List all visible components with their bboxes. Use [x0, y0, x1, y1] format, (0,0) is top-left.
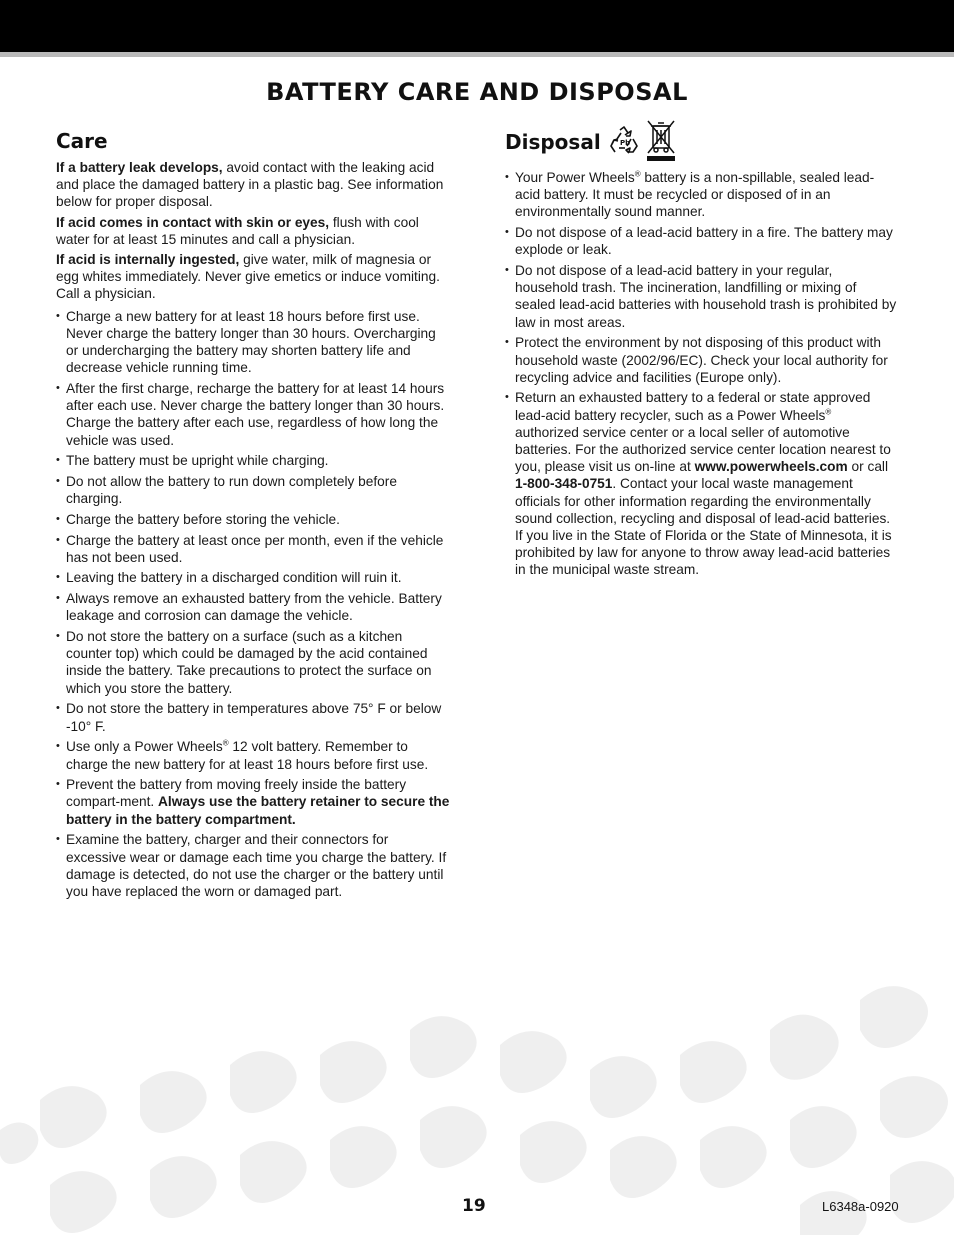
- disposal-section: [505, 120, 897, 582]
- care-paragraph-ingested: [56, 251, 450, 303]
- recycle-pb-icon: [609, 125, 639, 159]
- list-item-text: 12 volt battery. Remember to charge the new battery for at least 18 hours before first use.: [66, 739, 429, 772]
- list-item-text: or call: [847, 459, 889, 475]
- list-item: • Do not allow the battery to run down completely before charging.: [56, 473, 450, 507]
- header-bar: [0, 0, 954, 52]
- page-title: BATTERY CARE AND DISPOSAL: [266, 78, 688, 106]
- page-number: 19: [462, 1196, 486, 1216]
- list-item: • Do not store the battery on a surface (such as a kitchen counter top) which could be damaged by the acid contained inside the battery. Take precautions to protect the surface on which you store the battery.: [56, 628, 450, 697]
- crossed-bin-icon: [645, 118, 677, 166]
- list-item: • Charge a new battery for at least 18 hours before first use. Never charge the battery longer than 30 hours. Overcharging or undercharging the battery may shorten battery life and decrease vehicle running time.: [56, 308, 450, 377]
- list-item: • Always remove an exhausted battery from the vehicle. Battery leakage and corrosion can damage the vehicle.: [56, 590, 450, 624]
- svg-text:Pb: Pb: [619, 138, 630, 147]
- care-bullet-list: [56, 308, 450, 901]
- registered-mark: ®: [222, 738, 229, 748]
- list-item-text: . Contact your local waste management officials for other information regarding the environmentally sound collection, recycling and disposal of lead-acid batteries. If you live in the State of Florida or the State of Minnesota, it is prohibited by law for anyone to throw away lead-acid batteries in the municipal waste stream.: [515, 476, 892, 578]
- list-item: • Charge the battery before storing the vehicle.: [56, 511, 450, 528]
- list-item: • Do not dispose of a lead-acid battery in a fire. The battery may explode or leak.: [505, 224, 897, 258]
- list-item: • The battery must be upright while charging.: [56, 452, 450, 469]
- list-item-text: battery is a non-spillable, sealed lead-acid battery. It must be recycled or disposed of in an environmentally sound manner.: [515, 170, 875, 220]
- list-item: [505, 169, 897, 221]
- phone-number: 1-800-348-0751: [515, 476, 613, 492]
- disposal-header: [505, 120, 897, 164]
- list-item: • Do not store the battery in temperatures above 75° F or below -10° F.: [56, 700, 450, 734]
- list-item-text: Use only a Power Wheels: [66, 739, 223, 755]
- list-item: [56, 776, 450, 828]
- care-paragraph-leak-bold: If a battery leak develops,: [56, 160, 223, 175]
- background-pattern: [0, 960, 954, 1235]
- care-paragraph-ingested-text: give water, milk of magnesia or egg whites immediately. Never give emetics or induce vomiting. Call a physician.: [56, 252, 440, 302]
- header-stripe: [0, 52, 954, 57]
- care-title: Care: [56, 129, 108, 153]
- list-item: • Do not dispose of a lead-acid battery in your regular, household trash. The incineration, landfilling or mixing of sealed lead-acid batteries with household trash is prohibited by law in most areas.: [505, 262, 897, 331]
- list-item: • Charge the battery at least once per month, even if the vehicle has not been used.: [56, 532, 450, 566]
- care-paragraph-skin-bold: If acid comes in contact with skin or eyes,: [56, 214, 330, 230]
- registered-mark: ®: [825, 407, 832, 417]
- disposal-bullet-list: [505, 169, 897, 579]
- care-paragraph-skin: [56, 214, 450, 248]
- list-item: • Protect the environment by not disposing of this product with household waste (2002/96/EC). Check your local authority for recycling advice and facilities (Europe only).: [505, 334, 897, 386]
- list-item-text: Prevent the battery from moving freely inside the battery compart-ment.: [66, 777, 407, 810]
- disposal-title: Disposal: [505, 130, 601, 154]
- list-item-text: authorized service center or a local seller of automotive batteries. For the authorized service center location nearest to you, please visit us on-line at: [515, 424, 891, 475]
- registered-mark: ®: [634, 169, 641, 179]
- list-item-bold: Always use the battery retainer to secure the battery in the battery compartment.: [66, 794, 450, 827]
- care-section: [56, 128, 450, 904]
- care-paragraph-skin-text: flush with cool water for at least 15 minutes and call a physician.: [56, 214, 419, 247]
- care-paragraph-ingested-bold: If acid is internally ingested,: [56, 252, 240, 268]
- list-item-text: Return an exhausted battery to a federal or state approved lead-acid battery recycler, such as a Power Wheels: [515, 390, 871, 423]
- list-item: [505, 389, 897, 578]
- list-item: • After the first charge, recharge the battery for at least 14 hours after each use. Never charge the battery longer than 30 hours. Charge the battery after each use, regardless of how long the vehicle was used.: [56, 380, 450, 449]
- care-paragraph-leak: [56, 159, 450, 211]
- list-item: [56, 738, 450, 772]
- list-item-text: Your Power Wheels: [515, 170, 635, 185]
- list-item: • Leaving the battery in a discharged condition will ruin it.: [56, 569, 450, 586]
- website-link[interactable]: www.powerwheels.com: [694, 459, 848, 475]
- list-item: • Examine the battery, charger and their connectors for excessive wear or damage each time you charge the battery. If damage is detected, do not use the charger or the battery until you have replaced the worn or damaged part.: [56, 831, 450, 900]
- care-paragraph-leak-text: avoid contact with the leaking acid and place the damaged battery in a plastic bag. See information below for proper disposal.: [56, 160, 444, 210]
- document-code: L6348a-0920: [822, 1199, 899, 1214]
